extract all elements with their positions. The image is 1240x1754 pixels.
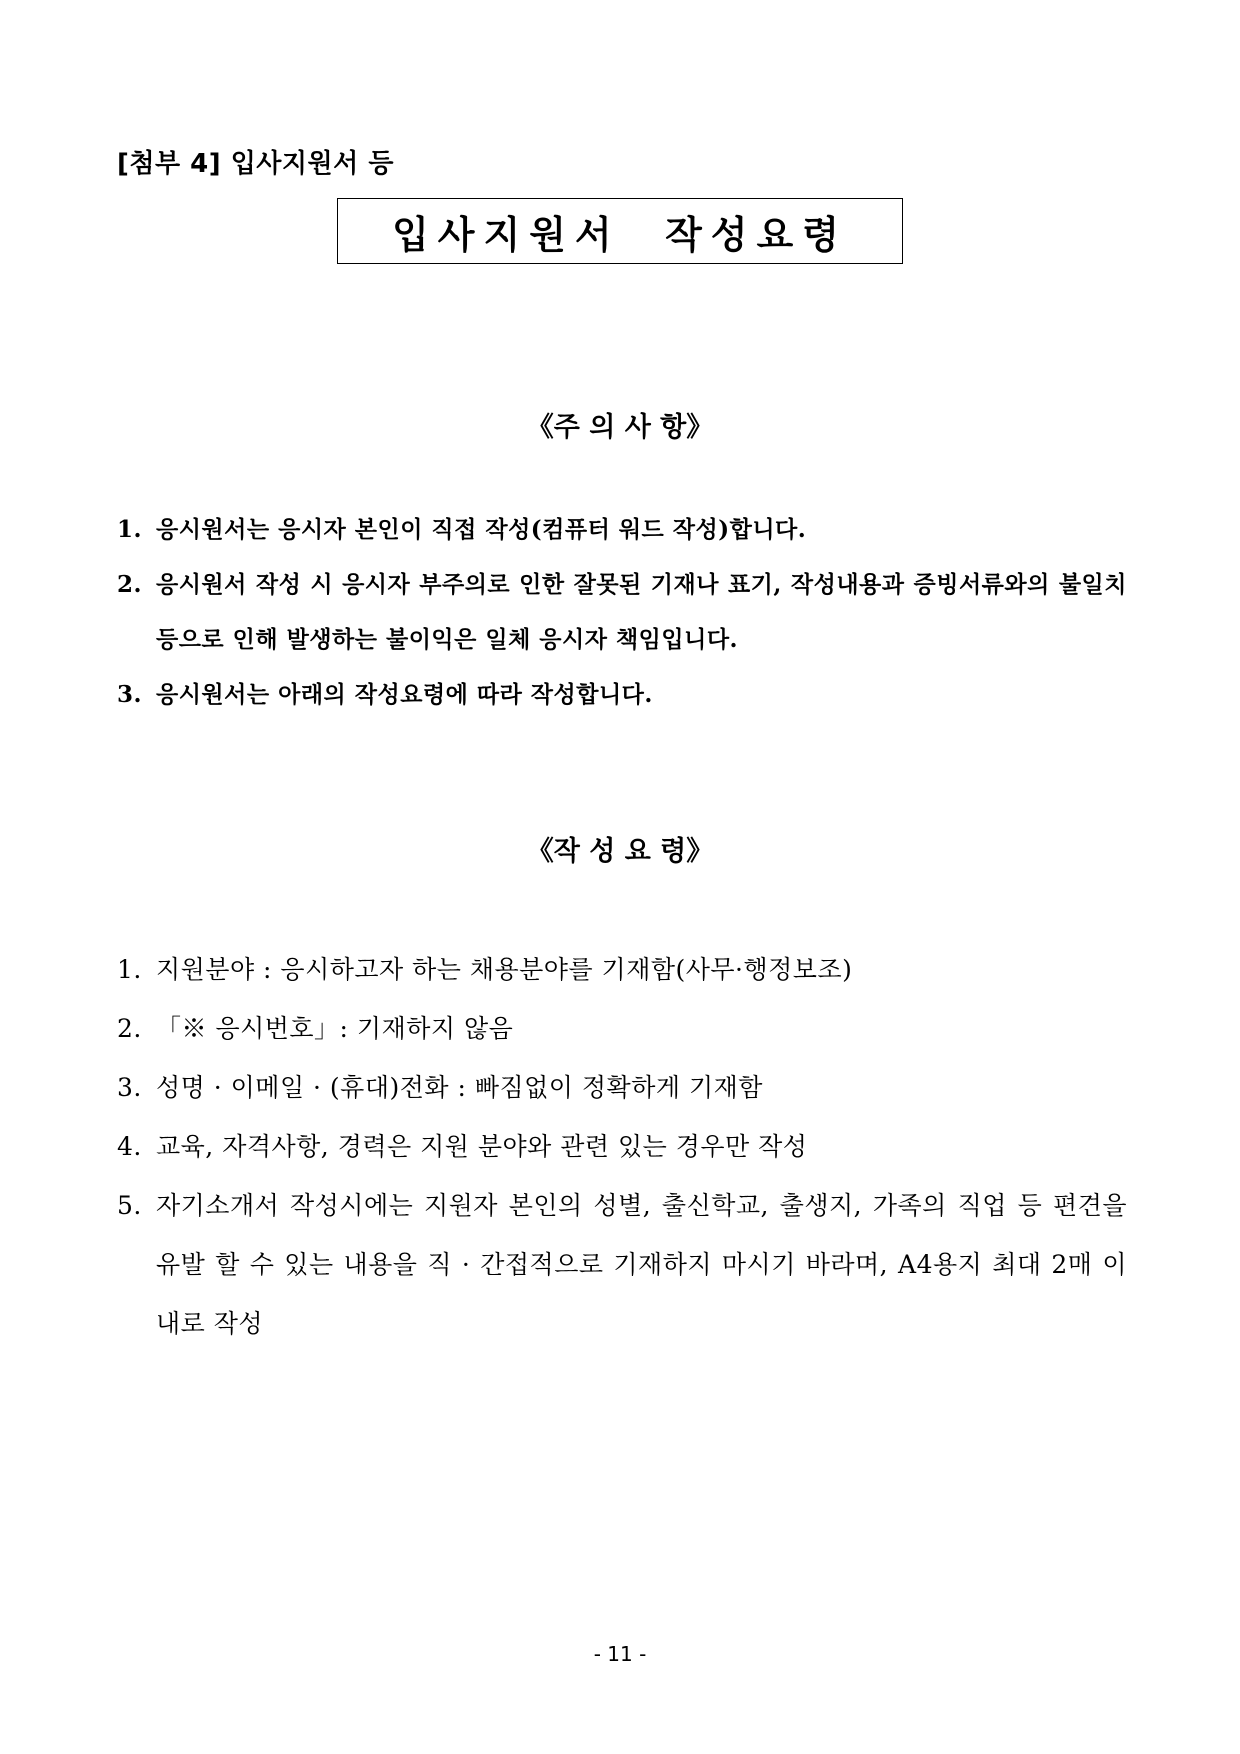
guide-item xyxy=(117,999,1127,1058)
guide-item xyxy=(117,940,1127,999)
guide-item-text: 성명 · 이메일 · (휴대)전화 : 빠짐없이 정확하게 기재함 xyxy=(156,1073,763,1102)
notice-heading: 《주 의 사 항》 xyxy=(526,412,714,443)
notice-item-number: 3. xyxy=(117,681,143,708)
notice-item-number: 2. xyxy=(117,571,143,598)
guide-item-number: 3. xyxy=(117,1073,142,1102)
guide-item-text: 「※ 응시번호」: 기재하지 않음 xyxy=(156,1014,514,1043)
guide-item xyxy=(117,1176,1127,1353)
document-title-box xyxy=(337,198,903,264)
guide-item-number: 4. xyxy=(117,1132,142,1161)
notice-item xyxy=(117,502,1127,557)
document-title: 입사지원서 작성요령 xyxy=(392,211,848,257)
notice-item-text: 응시원서는 아래의 작성요령에 따라 작성합니다. xyxy=(156,681,653,708)
notice-item-number: 1. xyxy=(117,516,143,543)
guide-list xyxy=(117,940,1127,1353)
guide-item-number: 1. xyxy=(117,955,142,984)
notice-item-text: 응시원서는 응시자 본인이 직접 작성(컴퓨터 워드 작성)합니다. xyxy=(156,516,807,543)
page-number: - 11 - xyxy=(593,1642,647,1666)
guide-heading: 《작 성 요 령》 xyxy=(526,836,714,867)
guide-item-text: 지원분야 : 응시하고자 하는 채용분야를 기재함(사무·행정보조) xyxy=(156,955,853,984)
guide-item-text: 교육, 자격사항, 경력은 지원 분야와 관련 있는 경우만 작성 xyxy=(156,1132,808,1161)
notice-list xyxy=(117,502,1127,722)
guide-item xyxy=(117,1117,1127,1176)
notice-item-text: 응시원서 작성 시 응시자 부주의로 인한 잘못된 기재나 표기, 작성내용과 증빙서류와의 불일치 등으로 인해 발생하는 불이익은 일체 응시자 책임입니다. xyxy=(156,571,1127,653)
notice-item xyxy=(117,667,1127,722)
attachment-label: [첨부 4] 입사지원서 등 xyxy=(117,149,394,179)
guide-item-number: 2. xyxy=(117,1014,142,1043)
guide-item xyxy=(117,1058,1127,1117)
guide-item-text: 자기소개서 작성시에는 지원자 본인의 성별, 출신학교, 출생지, 가족의 직업 등 편견을 유발 할 수 있는 내용을 직 · 간접적으로 기재하지 마시기 바라며, A4용지 최대 2매 이내로 작성 xyxy=(156,1191,1127,1338)
guide-item-number: 5. xyxy=(117,1191,142,1220)
notice-item xyxy=(117,557,1127,667)
